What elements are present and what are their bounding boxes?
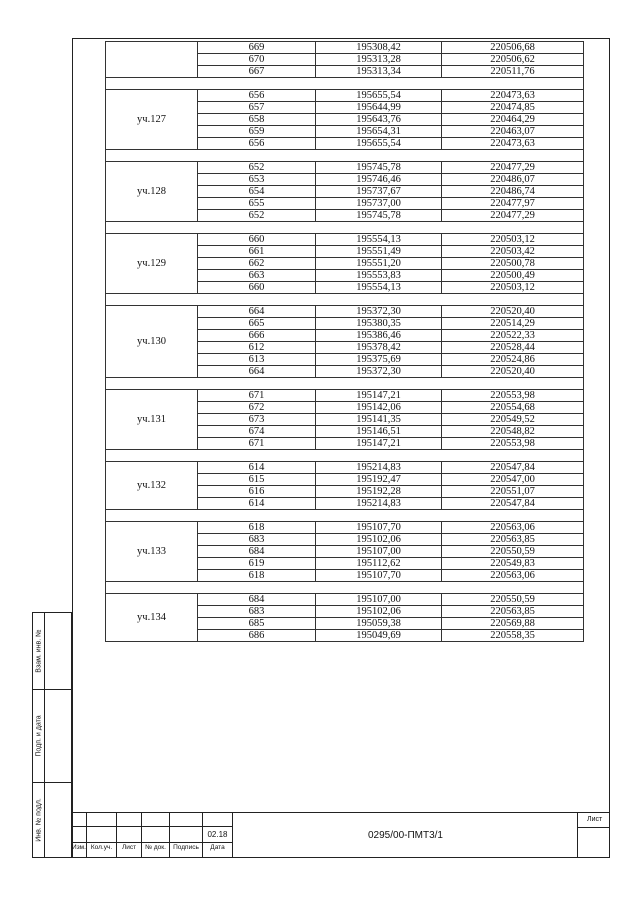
separator-row: [106, 222, 584, 234]
y-coordinate: 220506,68: [442, 42, 584, 54]
x-coordinate: 195554,13: [316, 234, 442, 246]
x-coordinate: 195107,70: [316, 522, 442, 534]
x-coordinate: 195386,46: [316, 330, 442, 342]
y-coordinate: 220547,00: [442, 474, 584, 486]
table-row: [106, 390, 584, 402]
sidebar-row-replace: [32, 612, 72, 690]
x-coordinate: 195372,30: [316, 366, 442, 378]
x-coordinate: 195308,42: [316, 42, 442, 54]
x-coordinate: 195107,00: [316, 594, 442, 606]
x-coordinate: 195655,54: [316, 90, 442, 102]
point-number: 612: [198, 342, 316, 354]
point-number: 672: [198, 402, 316, 414]
y-coordinate: 220524,86: [442, 354, 584, 366]
x-coordinate: 195551,20: [316, 258, 442, 270]
x-coordinate: 195551,49: [316, 246, 442, 258]
y-coordinate: 220528,44: [442, 342, 584, 354]
separator-row: [106, 450, 584, 462]
y-coordinate: 220473,63: [442, 90, 584, 102]
x-coordinate: 195107,70: [316, 570, 442, 582]
x-coordinate: 195049,69: [316, 630, 442, 642]
x-coordinate: 195147,21: [316, 438, 442, 450]
y-coordinate: 220522,33: [442, 330, 584, 342]
coordinates-table: [105, 41, 584, 642]
x-coordinate: 195737,67: [316, 186, 442, 198]
point-number: 656: [198, 138, 316, 150]
sidebar-label-replace: Взам. инв. №: [35, 629, 42, 673]
header-change: Изм.: [72, 844, 86, 851]
point-number: 660: [198, 234, 316, 246]
y-coordinate: 220486,74: [442, 186, 584, 198]
x-coordinate: 195746,46: [316, 174, 442, 186]
title-block: [72, 812, 610, 858]
header-count: Кол.уч.: [90, 844, 113, 851]
x-coordinate: 195192,47: [316, 474, 442, 486]
x-coordinate: 195214,83: [316, 462, 442, 474]
table-row: [106, 42, 584, 54]
x-coordinate: 195147,21: [316, 390, 442, 402]
separator-row: [106, 78, 584, 90]
header-doc-number: № док.: [145, 844, 166, 851]
point-number: 618: [198, 570, 316, 582]
x-coordinate: 195112,62: [316, 558, 442, 570]
y-coordinate: 220503,12: [442, 234, 584, 246]
point-number: 683: [198, 534, 316, 546]
y-coordinate: 220563,06: [442, 570, 584, 582]
point-number: 662: [198, 258, 316, 270]
header-date: Дата: [210, 844, 225, 851]
point-number: 683: [198, 606, 316, 618]
x-coordinate: 195378,42: [316, 342, 442, 354]
y-coordinate: 220550,59: [442, 546, 584, 558]
sidebar-label-signature-date: Подп. и дата: [35, 715, 42, 757]
sidebar-row-signature-date: [32, 689, 72, 783]
x-coordinate: 195146,51: [316, 426, 442, 438]
plot-label: уч.128: [106, 162, 198, 222]
point-number: 654: [198, 186, 316, 198]
plot-label: уч.127: [106, 90, 198, 150]
point-number: 619: [198, 558, 316, 570]
table-row: [106, 594, 584, 606]
y-coordinate: 220548,82: [442, 426, 584, 438]
y-coordinate: 220554,68: [442, 402, 584, 414]
point-number: 663: [198, 270, 316, 282]
point-number: 660: [198, 282, 316, 294]
table-row: [106, 522, 584, 534]
plot-label: уч.129: [106, 234, 198, 294]
y-coordinate: 220569,88: [442, 618, 584, 630]
y-coordinate: 220549,83: [442, 558, 584, 570]
plot-label: уч.130: [106, 306, 198, 378]
y-coordinate: 220477,97: [442, 198, 584, 210]
x-coordinate: 195375,69: [316, 354, 442, 366]
y-coordinate: 220563,85: [442, 534, 584, 546]
y-coordinate: 220514,29: [442, 318, 584, 330]
x-coordinate: 195380,35: [316, 318, 442, 330]
x-coordinate: 195554,13: [316, 282, 442, 294]
y-coordinate: 220553,98: [442, 390, 584, 402]
date-fragment: 02.18: [207, 830, 228, 839]
y-coordinate: 220506,62: [442, 54, 584, 66]
table-row: [106, 306, 584, 318]
point-number: 615: [198, 474, 316, 486]
point-number: 616: [198, 486, 316, 498]
x-coordinate: 195102,06: [316, 606, 442, 618]
point-number: 669: [198, 42, 316, 54]
x-coordinate: 195313,34: [316, 66, 442, 78]
y-coordinate: 220500,78: [442, 258, 584, 270]
x-coordinate: 195142,06: [316, 402, 442, 414]
x-coordinate: 195141,35: [316, 414, 442, 426]
point-number: 618: [198, 522, 316, 534]
plot-label: уч.132: [106, 462, 198, 510]
y-coordinate: 220500,49: [442, 270, 584, 282]
y-coordinate: 220511,76: [442, 66, 584, 78]
y-coordinate: 220563,85: [442, 606, 584, 618]
point-number: 652: [198, 162, 316, 174]
x-coordinate: 195644,99: [316, 102, 442, 114]
x-coordinate: 195654,31: [316, 126, 442, 138]
point-number: 685: [198, 618, 316, 630]
point-number: 684: [198, 546, 316, 558]
table-row: [106, 90, 584, 102]
y-coordinate: 220520,40: [442, 306, 584, 318]
y-coordinate: 220463,07: [442, 126, 584, 138]
point-number: 653: [198, 174, 316, 186]
point-number: 658: [198, 114, 316, 126]
x-coordinate: 195059,38: [316, 618, 442, 630]
point-number: 614: [198, 462, 316, 474]
point-number: 666: [198, 330, 316, 342]
y-coordinate: 220486,07: [442, 174, 584, 186]
table-row: [106, 234, 584, 246]
plot-label: уч.133: [106, 522, 198, 582]
y-coordinate: 220477,29: [442, 162, 584, 174]
separator-row: [106, 294, 584, 306]
sheet-label: Лист: [587, 816, 603, 823]
y-coordinate: 220549,52: [442, 414, 584, 426]
x-coordinate: 195737,00: [316, 198, 442, 210]
header-sheet: Лист: [121, 844, 137, 851]
y-coordinate: 220558,35: [442, 630, 584, 642]
point-number: 684: [198, 594, 316, 606]
y-coordinate: 220547,84: [442, 462, 584, 474]
point-number: 667: [198, 66, 316, 78]
x-coordinate: 195192,28: [316, 486, 442, 498]
point-number: 613: [198, 354, 316, 366]
plot-label: [106, 42, 198, 78]
point-number: 671: [198, 390, 316, 402]
point-number: 686: [198, 630, 316, 642]
plot-label: уч.134: [106, 594, 198, 642]
point-number: 664: [198, 366, 316, 378]
x-coordinate: 195745,78: [316, 210, 442, 222]
x-coordinate: 195372,30: [316, 306, 442, 318]
point-number: 661: [198, 246, 316, 258]
y-coordinate: 220551,07: [442, 486, 584, 498]
separator-row: [106, 510, 584, 522]
sheet-number-cell: [578, 828, 610, 858]
x-coordinate: 195655,54: [316, 138, 442, 150]
x-coordinate: 195643,76: [316, 114, 442, 126]
x-coordinate: 195102,06: [316, 534, 442, 546]
point-number: 656: [198, 90, 316, 102]
approval-sidebar: [32, 612, 72, 858]
point-number: 652: [198, 210, 316, 222]
y-coordinate: 220503,42: [442, 246, 584, 258]
header-signature: Подпись: [173, 844, 199, 851]
x-coordinate: 195107,00: [316, 546, 442, 558]
point-number: 670: [198, 54, 316, 66]
y-coordinate: 220563,06: [442, 522, 584, 534]
separator-row: [106, 582, 584, 594]
sidebar-row-original-inventory: [32, 782, 72, 858]
y-coordinate: 220553,98: [442, 438, 584, 450]
x-coordinate: 195553,83: [316, 270, 442, 282]
point-number: 614: [198, 498, 316, 510]
point-number: 664: [198, 306, 316, 318]
point-number: 657: [198, 102, 316, 114]
point-number: 671: [198, 438, 316, 450]
y-coordinate: 220503,12: [442, 282, 584, 294]
table-row: [106, 162, 584, 174]
sidebar-label-original-inventory: Инв. № подл.: [35, 798, 42, 842]
y-coordinate: 220547,84: [442, 498, 584, 510]
point-number: 659: [198, 126, 316, 138]
point-number: 673: [198, 414, 316, 426]
separator-row: [106, 150, 584, 162]
separator-row: [106, 378, 584, 390]
table-row: [106, 462, 584, 474]
plot-label: уч.131: [106, 390, 198, 450]
y-coordinate: 220477,29: [442, 210, 584, 222]
y-coordinate: 220550,59: [442, 594, 584, 606]
point-number: 665: [198, 318, 316, 330]
x-coordinate: 195313,28: [316, 54, 442, 66]
y-coordinate: 220520,40: [442, 366, 584, 378]
y-coordinate: 220473,63: [442, 138, 584, 150]
point-number: 655: [198, 198, 316, 210]
y-coordinate: 220464,29: [442, 114, 584, 126]
y-coordinate: 220474,85: [442, 102, 584, 114]
x-coordinate: 195745,78: [316, 162, 442, 174]
point-number: 674: [198, 426, 316, 438]
document-code: 0295/00-ПМТ3/1: [367, 830, 443, 841]
x-coordinate: 195214,83: [316, 498, 442, 510]
